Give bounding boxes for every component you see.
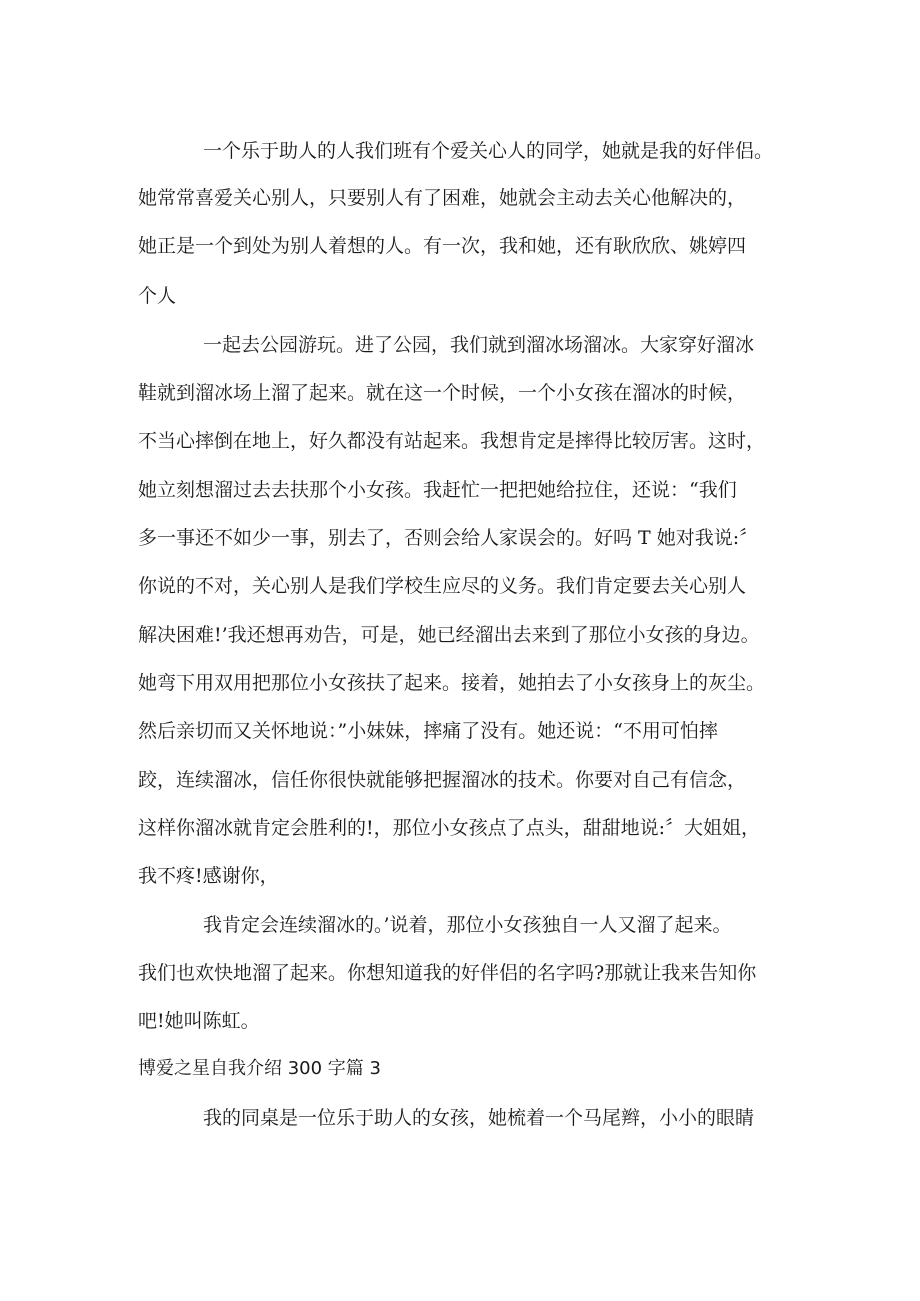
paragraph-2-line-1: 一起去公园游玩。进了公园，我们就到溜冰场溜冰。大家穿好溜冰 (203, 334, 755, 356)
paragraph-1-line-3: 她正是一个到处为别人着想的人。有一次，我和她，还有耿欣欣、姚婷四 (138, 235, 747, 257)
paragraph-1-line-4: 个人 (138, 285, 177, 307)
paragraph-2-line-4: 她立刻想溜过去去扶那个小女孩。我赶忙一把把她给拉住，还说：“我们 (138, 479, 737, 501)
paragraph-2-line-3: 不当心摔倒在地上，好久都没有站起来。我想肯定是摔得比较厉害。这时， (138, 430, 766, 452)
paragraph-2-line-8: 她弯下用双用把那位小女孩扶了起来。接着，她拍去了小女孩身上的灰尘。 (138, 672, 766, 694)
paragraph-3-line-2: 我们也欢快地溜了起来。你想知道我的好伴侣的名字吗?那就让我来告知你 (138, 962, 757, 984)
section-heading: 博爱之星自我介绍 300 字篇 3 (138, 1058, 381, 1079)
paragraph-3-line-1: 我肯定会连续溜冰的。’说着，那位小女孩独自一人又溜了起来。 (203, 914, 732, 936)
paragraph-2-line-6: 你说的不对，关心别人是我们学校生应尽的义务。我们肯定要去关心别人 (138, 575, 747, 597)
paragraph-2-line-11: 这样你溜冰就肯定会胜利的!，那位小女孩点了点头，甜甜地说:〞大姐姐， (138, 817, 761, 839)
paragraph-2-line-10: 跤，连续溜冰，信任你很快就能够把握溜冰的技术。你要对自己有信念， (138, 769, 747, 791)
paragraph-2-line-12: 我不疼!感谢你， (138, 865, 279, 887)
final-paragraph-line-1: 我的同桌是一位乐于助人的女孩，她梳着一个马尾辫，小小的眼睛 (203, 1107, 755, 1129)
paragraph-2-line-9: 然后亲切而又关怀地说：”小妹妹，摔痛了没有。她还说：“不用可怕摔 (138, 720, 718, 742)
paragraph-1-line-1: 一个乐于助人的人我们班有个爱关心人的同学，她就是我的好伴侣。 (203, 140, 774, 162)
paragraph-1-line-2: 她常常喜爱关心别人，只要别人有了困难，她就会主动去关心他解决的， (138, 187, 747, 209)
paragraph-3-line-3: 吧!她叫陈虹。 (138, 1010, 260, 1032)
paragraph-2-line-2: 鞋就到溜冰场上溜了起来。就在这一个时候，一个小女孩在溜冰的时候， (138, 382, 747, 404)
paragraph-2-line-5: 多一事还不如少一事，别去了，否则会给人家误会的。好吗 T 她对我说:〞 (138, 527, 759, 549)
paragraph-2-line-7: 解决困难!’我还想再劝告，可是，她已经溜出去来到了那位小女孩的身边。 (138, 624, 760, 646)
